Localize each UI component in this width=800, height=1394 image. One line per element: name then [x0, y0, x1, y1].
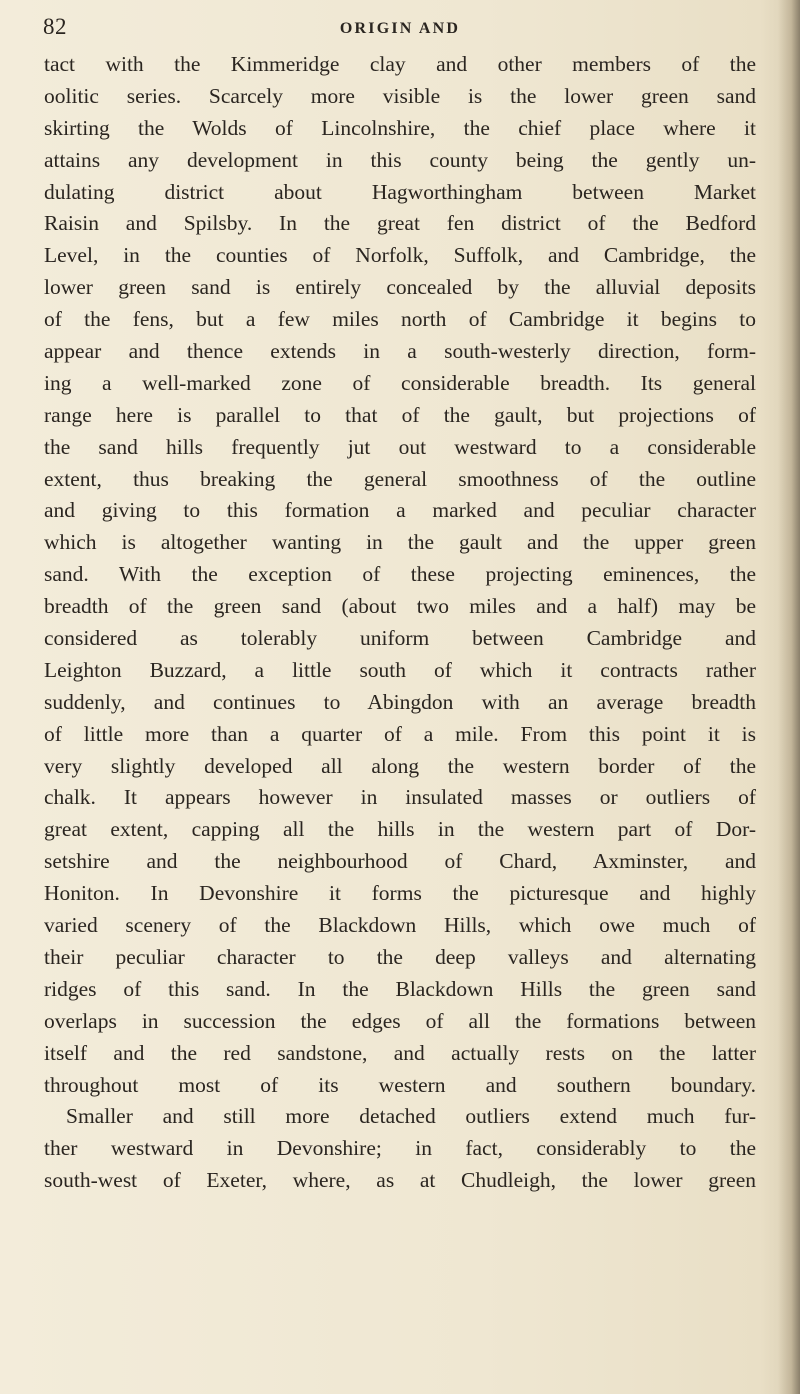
text-line: Smaller and still more detached outliers extend much fur- — [66, 1104, 756, 1129]
text-line: of the fens, but a few miles north of Cambridge it begins to — [44, 307, 756, 332]
page-edge-shadow — [778, 0, 800, 1394]
text-line: ther westward in Devonshire; in fact, considerably to the — [44, 1136, 756, 1161]
text-line: skirting the Wolds of Lincolnshire, the chief place where it — [44, 115, 756, 140]
page-number: 82 — [43, 14, 67, 39]
text-line: their peculiar character to the deep valleys and alternating — [44, 944, 756, 969]
text-line: chalk. It appears however in insulated masses or outliers of — [44, 785, 756, 810]
text-line: appear and thence extends in a south-westerly direction, form- — [44, 339, 756, 364]
text-line: great extent, capping all the hills in the western part of Dor- — [44, 817, 756, 842]
text-line: varied scenery of the Blackdown Hills, which owe much of — [44, 913, 756, 938]
text-line: suddenly, and continues to Abingdon with an average breadth — [44, 689, 756, 714]
text-line: dulating district about Hagworthingham between Market — [44, 179, 756, 204]
text-line: sand. With the exception of these projecting eminences, the — [44, 562, 756, 587]
text-line: ing a well-marked zone of considerable breadth. Its general — [44, 370, 756, 395]
text-line: extent, thus breaking the general smoothness of the outline — [44, 466, 756, 491]
text-line: and giving to this formation a marked and peculiar character — [44, 498, 756, 523]
text-line: the sand hills frequently jut out westward to a considerable — [44, 434, 756, 459]
text-line: ridges of this sand. In the Blackdown Hills the green sand — [44, 976, 756, 1001]
running-title: ORIGIN AND — [339, 20, 461, 37]
text-line: overlaps in succession the edges of all the formations between — [44, 1008, 756, 1033]
text-line: lower green sand is entirely concealed by the alluvial deposits — [44, 275, 756, 300]
text-line: breadth of the green sand (about two miles and a half) may be — [44, 594, 756, 619]
text-line: considered as tolerably uniform between Cambridge and — [44, 626, 756, 651]
text-line: Leighton Buzzard, a little south of which it contracts rather — [44, 657, 756, 682]
text-line: Honiton. In Devonshire it forms the picturesque and highly — [44, 881, 756, 906]
text-line: setshire and the neighbourhood of Chard, Axminster, and — [44, 849, 756, 874]
body-text — [44, 49, 756, 1197]
text-line: Raisin and Spilsby. In the great fen district of the Bedford — [44, 211, 756, 236]
text-line: south-west of Exeter, where, as at Chudleigh, the lower green — [44, 1168, 756, 1193]
text-line: attains any development in this county being the gently un- — [44, 147, 756, 172]
text-line: oolitic series. Scarcely more visible is the lower green sand — [44, 83, 756, 108]
text-line: Level, in the counties of Norfolk, Suffolk, and Cambridge, the — [44, 243, 756, 268]
text-line: tact with the Kimmeridge clay and other members of the — [44, 52, 756, 76]
text-line: throughout most of its western and southern boundary. — [44, 1072, 756, 1097]
text-line: itself and the red sandstone, and actually rests on the latter — [44, 1040, 756, 1065]
text-line: which is altogether wanting in the gault and the upper green — [44, 530, 756, 555]
text-line: very slightly developed all along the western border of the — [44, 753, 756, 778]
text-line: range here is parallel to that of the gault, but projections of — [44, 402, 756, 427]
text-line: of little more than a quarter of a mile. From this point it is — [44, 721, 756, 746]
